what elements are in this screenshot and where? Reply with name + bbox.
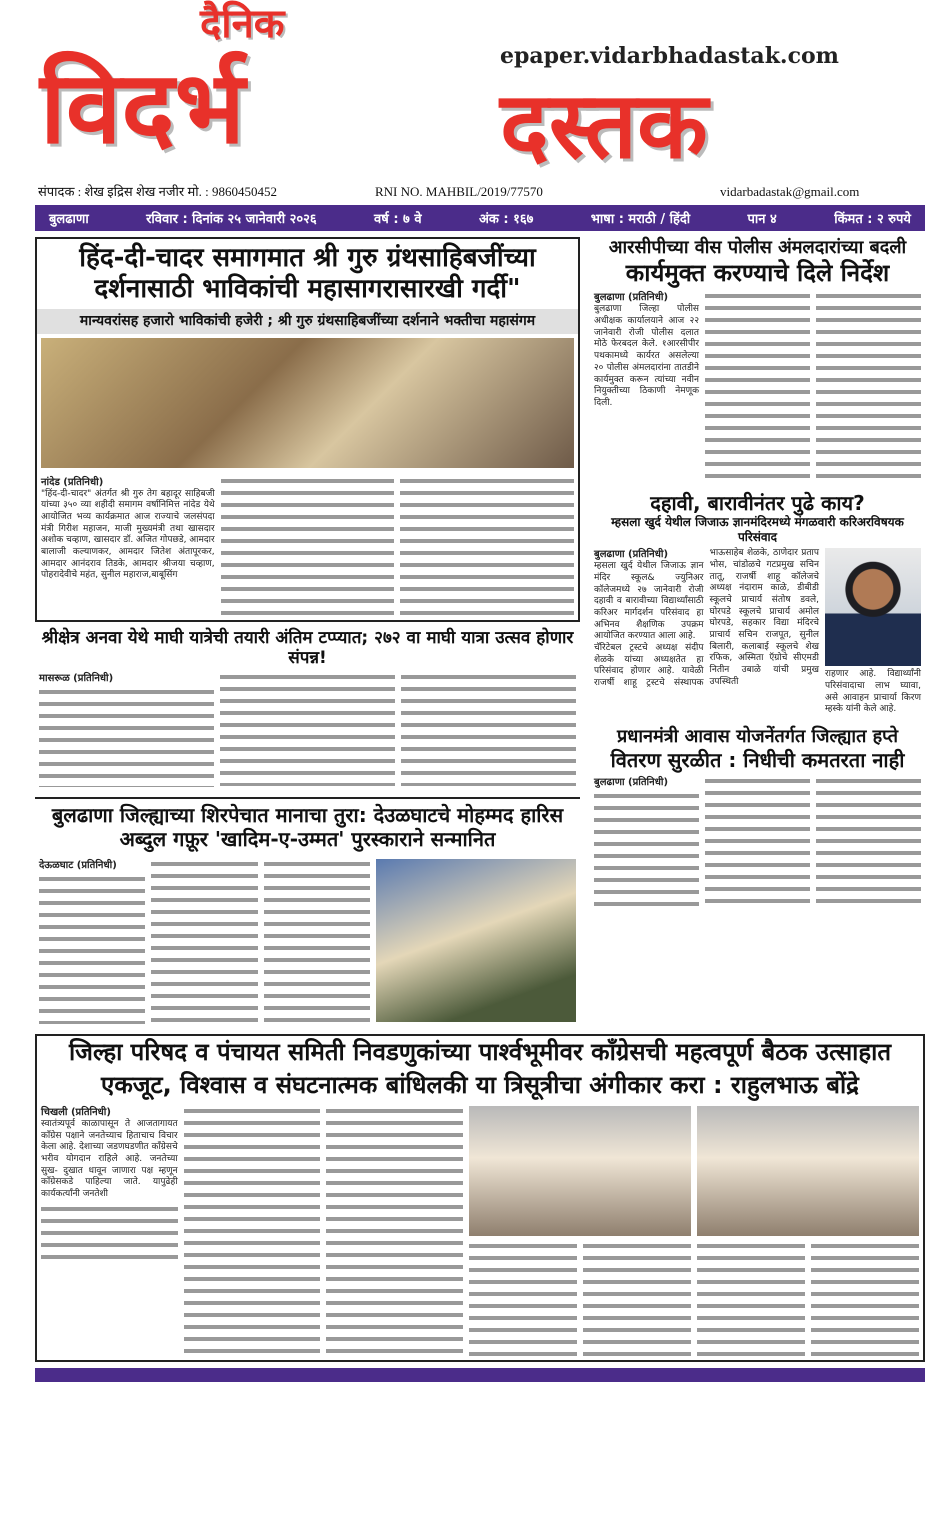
story-body	[39, 859, 145, 1024]
story-body	[594, 291, 699, 409]
photo-column	[825, 548, 921, 716]
story-body-column	[151, 859, 257, 1022]
date-bar	[35, 205, 925, 231]
story-body	[594, 548, 819, 690]
lead-paragraph: "हिंद-दी-चादर" अंतर्गत श्री गुरु तेग बहादूर साहिबजी यांच्या ३५० व्या शहीदी समागम वर्षानिमित्त नांदेड येथे आयोजित भव्य कार्यक्रमात आज राज्याचे जलसंपदा मंत्री गिरीश महाजन, माजी मुख्यमंत्री तथा खासदार अशोक चव्हाण, खासदार डॉ. अजित गोपछडे, आमदार बालाजी कल्याणकर, आमदार जितेश अंतापूरकर, आमदार आनंदराव तिडके, आमदार श्रीजया चव्हाण, पोहरादेवीचे महंत, सुनील महाराज,बाबूसिंग	[41, 488, 215, 581]
story-body-column	[220, 672, 395, 786]
dateline: देऊळघाट (प्रतिनिधी)	[39, 860, 117, 872]
date: रविवार : दिनांक २५ जानेवारी २०२६	[146, 212, 317, 227]
page-number: पान ४	[747, 212, 777, 227]
story-body-column	[400, 476, 574, 616]
lead-paragraph: म्हसला खुर्द येथील जिजाऊ ज्ञान मंदिर स्कूल& ज्युनिअर कॉलेजमध्ये २७ जानेवारी रोजी दहावी व बारावीच्या विद्यार्थ्यांसाठी करिअर मार्गदर्शन परिसंवाद हा अभिनव शैक्षणिक उपक्रम आयोजित करण्यात आला आहे.	[594, 561, 704, 642]
story-body-column	[469, 1241, 577, 1356]
dateline: बुलढाणा (प्रतिनिधी)	[594, 776, 669, 788]
rni-number: RNI NO. MAHBIL/2019/77570	[375, 184, 543, 199]
story-hind-di-chadar	[35, 237, 580, 622]
story-body-column	[264, 859, 370, 1022]
website-link[interactable]: epaper.vidarbhadastak.com	[500, 43, 839, 69]
photo-meeting-1	[469, 1106, 691, 1236]
story-body-column	[816, 776, 921, 909]
footer-bar	[35, 1368, 925, 1382]
headline-line-1: जिल्हा परिषद व पंचायत समिती निवडणुकांच्या पार्श्वभूमीवर काँग्रेसची महत्वपूर्ण बैठक उत्साहात	[68, 1038, 892, 1067]
story-body-text	[594, 791, 699, 911]
photo-congregation	[41, 338, 574, 468]
city: बुलढाणा	[49, 212, 89, 227]
story-body-column	[184, 1106, 321, 1356]
headline-line-2: एकजूट, विश्वास व संघटनात्मक बांधिलकी या त्रिसूत्रीचा अंगीकार करा : राहुलभाऊ बोंद्रे	[101, 1071, 859, 1100]
dateline: नांदेड (प्रतिनिधी)	[41, 476, 104, 488]
story-pm-awas	[590, 726, 925, 915]
masthead-title-1: विदर्भ	[40, 49, 245, 166]
story-body	[41, 476, 215, 583]
headline: हिंद-दी-चादर समागमात श्री गुरु ग्रंथसाहिबजींच्या दर्शनासाठी भाविकांची महासागरासारखी गर्दी"	[79, 243, 536, 305]
language: भाषा : मराठी / हिंदी	[590, 212, 691, 227]
headline-line-1: प्रधानमंत्री आवास योजनेंतर्गत जिल्ह्यात हप्ते	[617, 725, 898, 747]
story-body-column	[811, 1241, 919, 1356]
dateline: मासरूळ (प्रतिनिधी)	[39, 673, 114, 685]
subheadline: म्हसला खुर्द येथील जिजाऊ ज्ञानमंदिरमध्ये मंगळवारी करिअरविषयक परिसंवाद	[611, 515, 904, 544]
dateline: बुलढाणा (प्रतिनिधी)	[594, 549, 669, 561]
lead-paragraph: स्वातंत्र्यपूर्व काळापासून ते आजतागायत काँग्रेस पक्षाने जनतेच्याच हिताचाच विचार केला आहे. देशाच्या जडणघडणीत काँग्रेसचे भरीव योगदान राहिले आहे. जनतेच्या सुख- दुखात धावून जाणारा पक्ष म्हणून काँग्रेसकडे पाहिल्या जाते. यापुढेही कार्यकर्त्यांनी जनतेशी	[41, 1118, 178, 1200]
story-body	[39, 672, 214, 787]
story-rcp-transfer	[590, 237, 925, 485]
story-body-text	[41, 1204, 178, 1264]
price: किंमत : २ रुपये	[834, 212, 911, 227]
story-body-text	[39, 687, 214, 787]
story-body-column	[401, 672, 576, 786]
issue: अंक : १६७	[478, 212, 534, 227]
email: vidarbadastak@gmail.com	[720, 184, 860, 199]
lead-paragraph: बुलढाणा जिल्हा पोलीस अधीक्षक कार्यालयाने आज २२ जानेवारी रोजी पोलीस दलात मोठे फेरबदल केले. १आरसीपीर पथकामध्ये कार्यरत असलेल्या २० पोलीस अंमलदारांना तातडीने कार्यमुक्त करून त्यांच्या नवीन नियुक्तीच्या ठिकाणी नेमणूक दिली.	[594, 304, 699, 408]
masthead-title-2: दस्तक	[500, 72, 708, 179]
story-body-column	[326, 1106, 463, 1356]
photo-area	[469, 1106, 919, 1356]
headline: बुलढाणा जिल्ह्याच्या शिरपेचात मानाचा तुरा: देउळघाटचे मोहम्मद हारिस अब्दुल गफ़ूर 'खादिम-ए-उम्मत' पुरस्काराने सन्मानित	[51, 803, 564, 852]
story-body-column-3: राहणार आहे. विद्यार्थ्यांनी परिसंवादाचा लाभ घ्यावा, असे आवाहन प्राचार्या किरण म्हस्के यांनी केले आहे.	[825, 669, 921, 715]
story-body	[594, 776, 699, 911]
page-content	[35, 237, 925, 1382]
photo-portrait	[825, 548, 921, 666]
subheadline: मान्यवरांसह हजारो भाविकांची हजेरी ; श्री गुरु ग्रंथसाहिबजींच्या दर्शनाने भक्तीचा महासंगम	[37, 309, 578, 333]
story-body-column-2: चॅरिटेबल ट्रस्टचे अध्यक्ष संदीप शेळके यांच्या अध्यक्षतेत हा परिसंवाद होणार आहे. यावेळी राजर्षी शाहू ट्रस्टचे संस्थापक भाऊसाहेब शेळके, ठाणेदार प्रताप भोस, चांडोळचे गटप्रमुख सचिन तातू, राजर्षी शाहू कॉलेजचे अध्यक्ष नंदाराम काळे, डीबीडी स्कूलचे प्राचार्य संतोष डवले, घोरपडे स्कूलचे प्राचार्य अमोल घोरपडे, सहकार विद्या मंदिरचे प्राचार्य सचिन राजपूत, सुनील बिलारी, कलाबाई स्कूलचे शेख रफिक, अस्मिता ऍग्रोचे सीएमडी नितीन उबाळे यांची प्रमुख उपस्थिती	[594, 548, 819, 689]
year: वर्ष : ७ वे	[374, 212, 422, 227]
story-career-seminar	[590, 491, 925, 720]
headline: दहावी, बारावीनंतर पुढे काय?	[650, 491, 865, 516]
headline-line-1: आरसीपीच्या वीस पोलीस अंमलदारांच्या बदली	[608, 237, 907, 258]
story-body-column	[705, 776, 810, 909]
editor-info: संपादक : शेख इद्रिस शेख नजीर मो. : 9860450452	[38, 184, 277, 199]
right-column	[590, 237, 925, 915]
headline: श्रीक्षेत्र अनवा येथे माघी यात्रेची तयारी अंतिम टप्प्यात; २७२ वा माघी यात्रा उत्सव होणार संपन्न!	[41, 627, 574, 668]
photo-award-ceremony	[376, 859, 576, 1022]
story-body-column	[705, 291, 810, 481]
story-body-column	[221, 476, 395, 616]
story-khadim-e-ummat	[35, 797, 580, 1028]
dateline: बुलढाणा (प्रतिनिधी)	[594, 292, 669, 304]
story-anva-yatra	[35, 628, 580, 792]
story-body-column	[583, 1241, 691, 1356]
photo-meeting-2	[697, 1106, 919, 1236]
headline-line-2: कार्यमुक्त करण्याचे दिले निर्देश	[625, 258, 890, 287]
left-column	[35, 237, 580, 1028]
dateline: चिखली (प्रतिनिधी)	[41, 1106, 111, 1118]
masthead-prefix: दैनिक	[200, 1, 285, 47]
story-body-column	[816, 291, 921, 481]
story-body-text	[39, 874, 145, 1024]
story-body-column	[697, 1241, 805, 1356]
story-body	[41, 1106, 178, 1264]
story-congress-meeting	[35, 1034, 925, 1362]
headline-line-2: वितरण सुरळीत : निधीची कमतरता नाही	[610, 747, 905, 772]
